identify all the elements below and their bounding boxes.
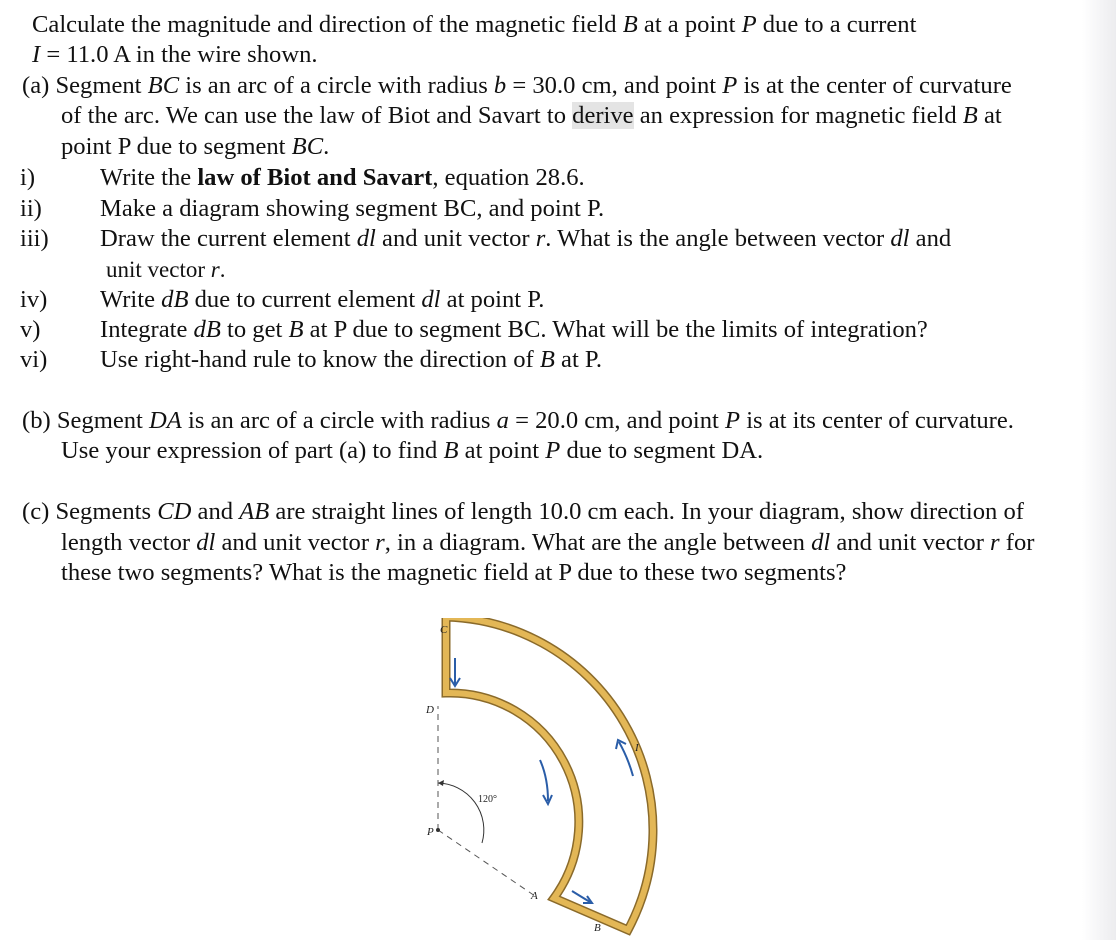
subitem-vi-number: vi) [20, 346, 48, 373]
wire-outline [446, 618, 653, 930]
part-b-line-1: (b) Segment DA is an arc of a circle with radius a = 20.0 cm, and point P is at its center of curvature. [22, 407, 1014, 434]
subitem-iv-text: Write dB due to current element dl at point P. [100, 286, 545, 313]
subitem-v-text: Integrate dB to get B at P due to segment BC. What will be the limits of integration? [100, 316, 928, 343]
label-d: D [426, 704, 434, 716]
highlighted-word: derive [572, 102, 634, 129]
part-c-line-3: these two segments? What is the magnetic field at P due to these two segments? [61, 559, 847, 586]
subitem-iii-continuation: unit vector r. [106, 257, 226, 282]
subitem-ii-number: ii) [20, 195, 42, 222]
dashed-radius-diagonal [438, 830, 535, 896]
intro-line-1: Calculate the magnitude and direction of the magnetic field B at a point P due to a current [32, 11, 917, 38]
label-c: C [440, 624, 448, 636]
part-a-line-3: point P due to segment BC. [61, 133, 330, 160]
part-a-line-1: (a) Segment BC is an arc of a circle with radius b = 30.0 cm, and point P is at the center of curvature [22, 72, 1012, 99]
arrow-bc [619, 742, 633, 776]
label-p: P [427, 826, 434, 838]
subitem-i-text: Write the law of Biot and Savart, equation 28.6. [100, 164, 585, 191]
part-b-line-2: Use your expression of part (a) to find B at point P due to segment DA. [61, 437, 764, 464]
angle-label: 120° [478, 794, 497, 805]
subitem-ii-text: Make a diagram showing segment BC, and point P. [100, 195, 605, 222]
intro-line-2: I = 11.0 A in the wire shown. [32, 41, 318, 68]
subitem-iii-number: iii) [20, 225, 49, 252]
part-c-line-1: (c) Segments CD and AB are straight lines of length 10.0 cm each. In your diagram, show direction of [22, 498, 1024, 525]
part-a-line-2: of the arc. We can use the law of Biot and Savart to derive an expression for magnetic field B at [61, 102, 1002, 129]
subitem-i-number: i) [20, 164, 36, 191]
subitem-v-number: v) [20, 316, 41, 343]
angle-arc [438, 783, 484, 843]
label-a: A [531, 890, 538, 902]
subitem-iv-number: iv) [20, 286, 48, 313]
subitem-iii-text: Draw the current element dl and unit vector r. What is the angle between vector dl and [100, 225, 952, 252]
label-current-i: I [635, 742, 639, 754]
part-c-line-2: length vector dl and unit vector r, in a diagram. What are the angle between dl and unit vector r for [61, 529, 1035, 556]
wire-loop-diagram [400, 618, 660, 940]
wire-conductor [446, 618, 653, 930]
label-b: B [594, 922, 601, 934]
point-p-dot [436, 828, 440, 832]
angle-arc-arrowhead [438, 780, 444, 786]
subitem-vi-text: Use right-hand rule to know the direction of B at P. [100, 346, 603, 373]
page-edge-shadow [1082, 0, 1116, 940]
wire-loop-figure [400, 618, 660, 940]
